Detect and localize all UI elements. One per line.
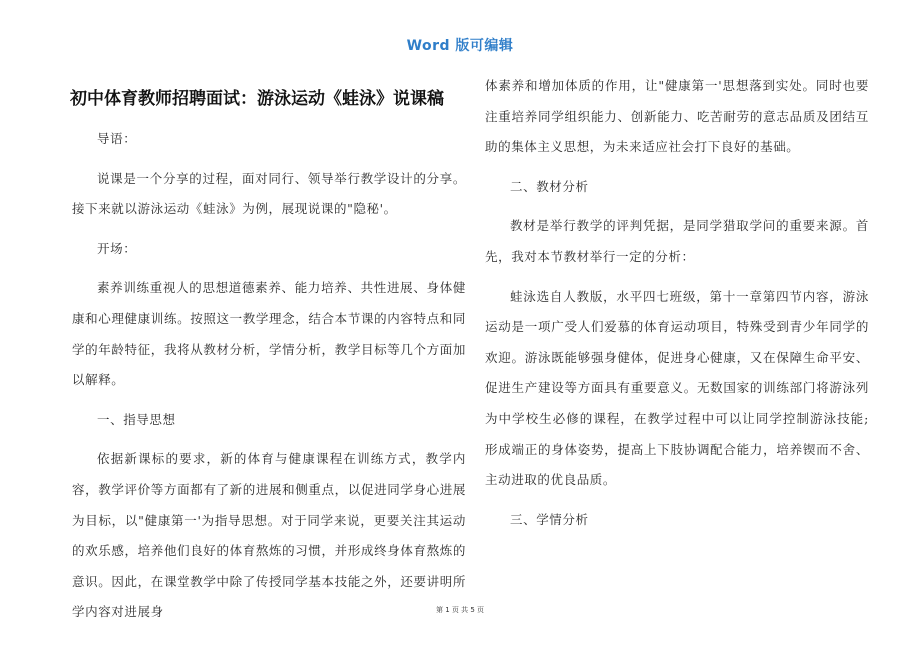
guiding-thought-continued: 体素养和增加体质的作用，让"健康第一'思想落到实处。同时也要注重培养同学组织能力、创新能力、吃苦耐劳的意志品质及团结互助的集体主义思想，为未来适应社会打下良好的基础。	[485, 78, 869, 155]
material-analysis-paragraph: 蛙泳选自人教版，水平四七班级，第十一章第四节内容，游泳运动是一项广受人们爱慕的体育运动项目，特殊受到青少年同学的欢迎。游泳既能够强身健体，促进身心健康，又在保障生命平安、促进生产建设等方面具有重要意义。无数国家的训练部门将游泳列为中学校生必修的课程，在教学过程中可以让同学控制游泳技能;形成端正的身体姿势，提高上下肢协调配合能力，培养锲而不舍、主动进取的优良品质。	[485, 288, 869, 488]
section-heading-guiding-thought: 一、指导思想	[97, 411, 176, 427]
opening-heading: 开场：	[97, 240, 137, 256]
section-heading-learner-analysis: 三、学情分析	[510, 511, 589, 527]
material-analysis-intro: 教材是举行教学的评判凭据，是同学猎取学问的重要来源。首先，我对本节教材举行一定的分析：	[485, 218, 869, 264]
left-column	[72, 124, 466, 628]
opening-paragraph: 素养训练重视人的思想道德素养、能力培养、共性进展、身体健康和心理健康训练。按照这一教学理念，结合本节课的内容特点和同学的年龄特征，我将从教材分析，学情分析，教学目标等几个方面加以解释。	[72, 280, 466, 388]
intro-heading: 导语：	[97, 131, 137, 146]
section-heading-material-analysis: 二、教材分析	[510, 178, 589, 194]
guiding-thought-paragraph: 依据新课标的要求，新的体育与健康课程在训练方式，教学内容，教学评价等方面都有了新的进展和侧重点，以促进同学身心进展为目标，以"健康第一'为指导思想。对于同学来说，更要关注其运动的欢乐感，培养他们良好的体育熬炼的习惯，并形成终身体育熬炼的意识。因此，在课堂教学中除了传授同学基本技能之外，还要讲明所学内容对进展身	[72, 451, 466, 620]
intro-paragraph: 说课是一个分享的过程，面对同行、领导举行教学设计的分享。接下来就以游泳运动《蛙泳》为例，展现说课的"隐秘'。	[72, 170, 466, 217]
page-number: 第 1 页 共 5 页	[435, 606, 485, 614]
watermark-header: Word 版可编辑	[406, 38, 514, 54]
right-column	[485, 71, 869, 535]
document-title: 初中体育教师招聘面试：游泳运动《蛙泳》说课稿	[70, 89, 444, 109]
